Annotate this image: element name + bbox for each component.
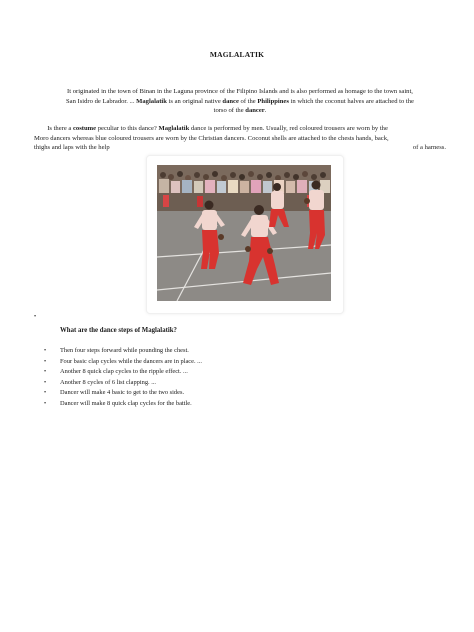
costume-line-3-right: of a harness. — [412, 144, 446, 152]
costume-line-1-post: dance is performed by men. Usually, red coloured trousers are worn by the — [189, 125, 388, 132]
step-text: Then four steps forward while pounding the chest. — [60, 347, 189, 354]
steps-subheading: What are the dance steps of Maglalatik? — [60, 327, 177, 334]
costume-paragraph — [34, 124, 446, 153]
intro-bold-philippines: Philippines — [257, 97, 289, 105]
intro-line-1: It originated in the town of Binan in the Laguna province of the Filipino Islands and is also performed as homage to the town saint, — [67, 88, 413, 95]
list-item — [44, 378, 202, 389]
step-text: Another 8 cycles of 6 list clapping. ... — [60, 378, 157, 386]
costume-line-1-mid: peculiar to this dance? — [96, 125, 159, 132]
intro-paragraph — [34, 87, 446, 116]
list-item — [44, 399, 202, 410]
step-text: Four basic clap cycles while the dancers are in place. ... — [60, 357, 202, 365]
intro-line-2-mid1: is an original native — [166, 97, 223, 105]
document-title: MAGLALATIK — [209, 50, 265, 59]
bullet-icon: • — [44, 348, 47, 354]
bullet-icon: • — [44, 390, 47, 397]
intro-line-3-post: . — [264, 107, 267, 115]
maglalatik-dancers-photo — [157, 165, 331, 301]
costume-line-1-pre: Is there a — [47, 125, 73, 132]
step-text: Another 8 quick clap cycles to the ripple effect. ... — [60, 368, 188, 376]
bullet-icon: • — [44, 358, 47, 365]
stray-bullet: • — [34, 314, 37, 320]
step-text: Dancer will make 4 basic to get to the two sides. — [60, 389, 185, 397]
intro-bold-dancer: dancer — [245, 107, 265, 115]
dance-steps-list — [44, 346, 202, 410]
bullet-icon: • — [44, 379, 47, 386]
costume-line-2: Moro dancers whereas blue coloured trousers are worn by the Christian dancers. Coconut shells are attached to the chests hands, back, — [34, 134, 389, 142]
intro-bold-maglalatik: Maglalatik — [136, 97, 167, 105]
list-item — [44, 346, 202, 357]
step-text: Dancer will make 8 quick clap cycles for the battle. — [60, 399, 192, 407]
list-item — [44, 357, 202, 368]
list-item — [44, 367, 202, 378]
bullet-icon: • — [44, 369, 47, 376]
costume-bold-maglalatik: Maglalatik — [158, 125, 190, 132]
bullet-icon: • — [44, 400, 47, 407]
intro-line-3-pre: torso of the — [213, 107, 246, 115]
intro-line-2-mid2: of the — [238, 97, 258, 105]
intro-bold-dance: dance — [222, 97, 239, 105]
list-item — [44, 388, 202, 399]
costume-line-3-left: thighs and laps with the help — [34, 144, 110, 152]
intro-line-2-post: in which the coconut halves are attached to the — [288, 97, 414, 105]
costume-line-3 — [34, 143, 446, 153]
costume-bold-costume: costume — [73, 125, 97, 132]
intro-line-2-pre: San Isidro de Labrador. ... — [66, 97, 137, 105]
costume-line-1 — [34, 124, 446, 134]
